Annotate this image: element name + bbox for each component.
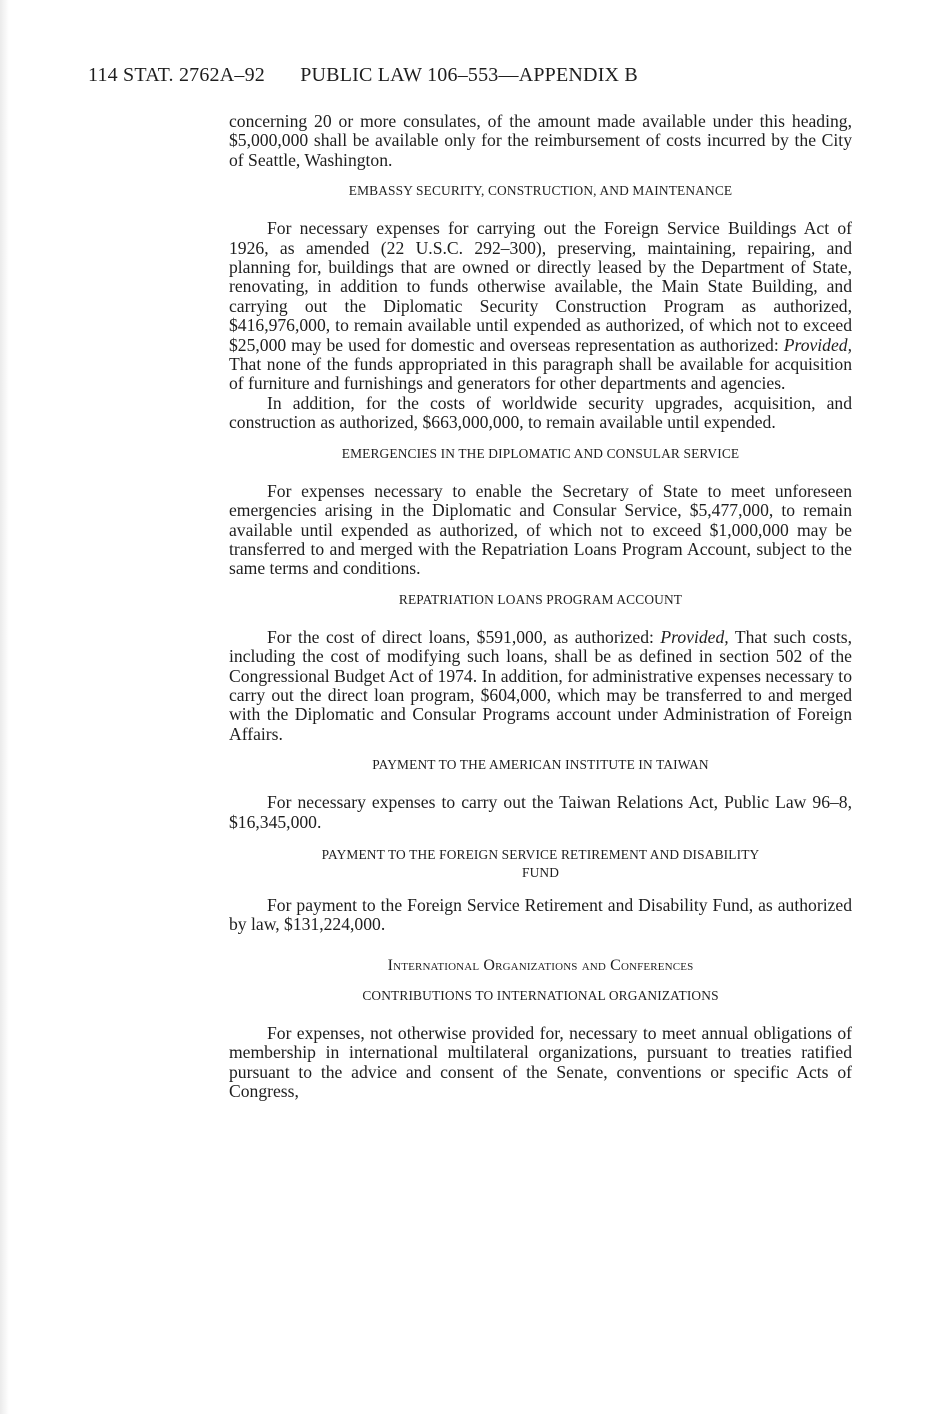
embassy-paragraph-1-proviso-text: That none of the funds appropriated in this paragraph shall be available for acquisition of furniture and furnishings and generators for other departments and agencies. — [229, 354, 852, 394]
page-header — [88, 64, 848, 87]
repatriation-proviso-text: That such costs, including the cost of modifying such loans, shall be as defined in section 502 of the Congressional Budget Act of 1974. In addition, for administrative expenses necessary to carry out the direct loan program, $604,000, which may be transferred to and merged with the Diplomatic and Consular Programs account under Administration of Foreign Affairs. — [229, 626, 852, 744]
contributions-paragraph: For expenses, not otherwise provided for, necessary to meet annual obligations of membership in international multilateral organizations, pursuant to treaties ratified pursuant to the advice and consent of the Senate, conventions or specific Acts of Congress, — [229, 1022, 852, 1101]
taiwan-paragraph: For necessary expenses to carry out the Taiwan Relations Act, Public Law 96–8, $16,345,000. — [229, 792, 852, 832]
section-heading-retirement — [229, 846, 852, 882]
repatriation-paragraph — [229, 628, 852, 744]
section-heading-emergencies: EMERGENCIES IN THE DIPLOMATIC AND CONSULAR SERVICE — [341, 445, 740, 461]
provided-proviso: Provided, — [660, 626, 729, 647]
chapter-title-international: International Organizations and Conferences — [387, 956, 694, 974]
section-heading-repatriation: REPATRIATION LOANS PROGRAM ACCOUNT — [398, 591, 683, 607]
provided-proviso: Provided, — [783, 334, 852, 355]
intro-paragraph: concerning 20 or more consulates, of the amount made available under this heading, $5,000,000 shall be available only for the reimbursement of costs incurred by the City of Seattle, Washington. — [229, 111, 852, 170]
repatriation-paragraph-text: For the cost of direct loans, $591,000, as authorized: — [267, 626, 654, 647]
section-heading-taiwan: PAYMENT TO THE AMERICAN INSTITUTE IN TAIWAN — [372, 757, 709, 773]
section-heading-embassy: EMBASSY SECURITY, CONSTRUCTION, AND MAINTENANCE — [348, 183, 733, 199]
section-heading-retirement-line-1: PAYMENT TO THE FOREIGN SERVICE RETIREMENT AND DISABILITY — [321, 846, 760, 862]
embassy-paragraph-1-text: For necessary expenses for carrying out the Foreign Service Buildings Act of 1926, as amended (22 U.S.C. 292–300), preserving, maintaining, repairing, and planning for, buildings that are owned or directly leased by the Department of State, renovating, in addition to funds otherwise available, the Main State Building, and carrying out the Diplomatic Security Construction Program as authorized, $416,976,000, to remain available until expended as authorized, of which not to exceed $25,000 may be used for domestic and overseas representation as authorized: — [229, 218, 852, 355]
page-scan-edge — [0, 0, 9, 1414]
running-title: PUBLIC LAW 106–553—APPENDIX B — [300, 64, 638, 86]
emergencies-paragraph: For expenses necessary to enable the Secretary of State to meet unforeseen emergencies arising in the Diplomatic and Consular Service, $5,477,000, to remain available until expended as authorized, of which not to exceed $1,000,000 may be transferred to and merged with the Repatriation Loans Program Account, subject to the same terms and conditions. — [229, 480, 852, 579]
embassy-paragraph-2: In addition, for the costs of worldwide security upgrades, acquisition, and construction as authorized, $663,000,000, to remain available until expended. — [229, 392, 852, 433]
retirement-paragraph: For payment to the Foreign Service Retirement and Disability Fund, as authorized by law, $131,224,000. — [229, 894, 852, 935]
section-heading-contributions: CONTRIBUTIONS TO INTERNATIONAL ORGANIZATIONS — [362, 987, 719, 1003]
statute-citation: 114 STAT. 2762A–92 — [88, 64, 265, 86]
section-heading-retirement-line-2: FUND — [521, 864, 560, 880]
embassy-paragraph-1 — [229, 219, 852, 394]
page-body — [229, 112, 852, 1101]
